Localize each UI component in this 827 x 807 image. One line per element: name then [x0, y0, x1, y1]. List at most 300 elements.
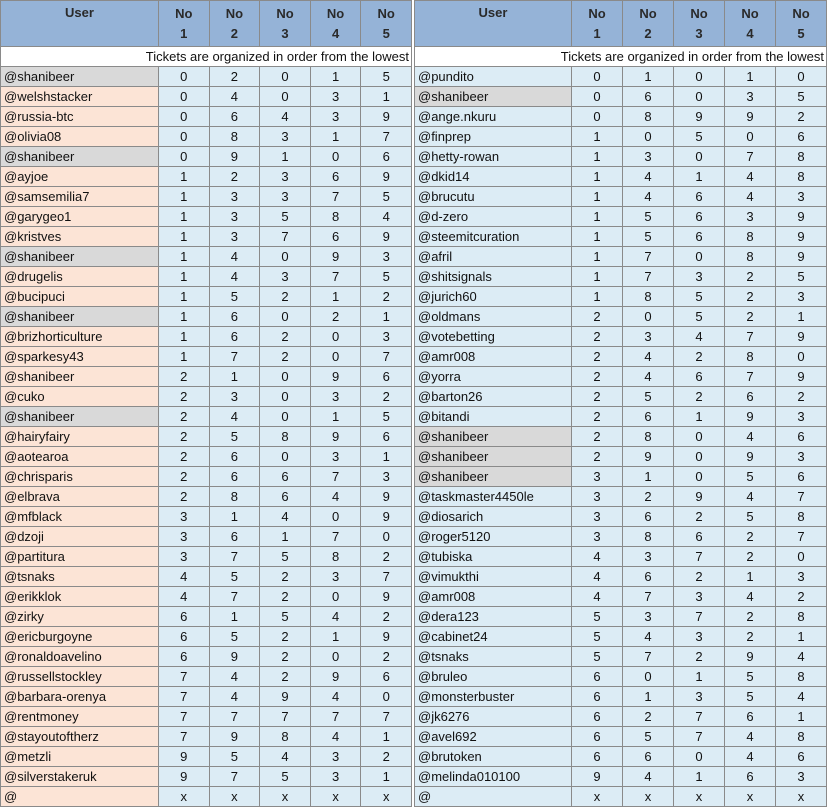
ticket-number-cell: 9: [361, 167, 412, 187]
ticket-number-cell: 4: [725, 427, 776, 447]
table-row: [415, 327, 827, 347]
ticket-number-cell: 2: [623, 707, 674, 727]
table-row: [415, 227, 827, 247]
ticket-number-cell: 3: [725, 87, 776, 107]
number-column-header: [209, 1, 260, 47]
ticket-number-cell: 0: [776, 347, 827, 367]
ticket-number-cell: 1: [159, 327, 210, 347]
ticket-number-cell: 7: [159, 667, 210, 687]
ticket-number-cell: 0: [260, 87, 311, 107]
username-cell: @silverstakeruk: [1, 767, 159, 787]
number-header-index: 1: [593, 25, 601, 41]
ticket-number-cell: 5: [776, 87, 827, 107]
ticket-number-cell: 9: [361, 487, 412, 507]
ticket-number-cell: 6: [674, 207, 725, 227]
ticket-number-cell: 2: [725, 307, 776, 327]
username-cell: @finprep: [415, 127, 572, 147]
ticket-number-cell: 6: [361, 147, 412, 167]
ticket-number-cell: 6: [310, 227, 361, 247]
order-note: Tickets are organized in order from the lowest: [415, 47, 827, 67]
ticket-number-cell: 3: [776, 567, 827, 587]
ticket-number-cell: 3: [310, 87, 361, 107]
ticket-number-cell: 5: [725, 467, 776, 487]
table-row: [1, 427, 412, 447]
ticket-number-cell: 0: [310, 347, 361, 367]
header-row: [1, 1, 412, 47]
table-row: [1, 207, 412, 227]
ticket-number-cell: 2: [260, 627, 311, 647]
ticket-number-cell: 2: [260, 347, 311, 367]
ticket-number-cell: 4: [260, 107, 311, 127]
ticket-number-cell: 6: [209, 527, 260, 547]
username-cell: @tubiska: [415, 547, 572, 567]
username-cell: @barton26: [415, 387, 572, 407]
ticket-number-cell: 6: [776, 747, 827, 767]
ticket-number-cell: 3: [209, 227, 260, 247]
ticket-number-cell: 7: [159, 727, 210, 747]
number-column-header: [310, 1, 361, 47]
ticket-number-cell: 0: [623, 307, 674, 327]
number-header-index: 3: [281, 25, 289, 41]
ticket-number-cell: 0: [674, 467, 725, 487]
ticket-number-cell: 2: [623, 487, 674, 507]
ticket-number-cell: 1: [674, 167, 725, 187]
number-header-label: No: [639, 5, 657, 21]
ticket-number-cell: 4: [159, 567, 210, 587]
ticket-number-cell: 8: [260, 427, 311, 447]
ticket-number-cell: 7: [159, 687, 210, 707]
ticket-number-cell: 4: [674, 327, 725, 347]
ticket-number-cell: 9: [361, 587, 412, 607]
ticket-number-cell: 2: [209, 167, 260, 187]
table-row: [1, 107, 412, 127]
ticket-number-cell: 1: [310, 127, 361, 147]
ticket-number-cell: 3: [361, 467, 412, 487]
ticket-number-cell: 3: [776, 187, 827, 207]
user-column-header: User: [415, 1, 572, 47]
number-header-index: 4: [746, 25, 754, 41]
ticket-number-cell: 4: [623, 187, 674, 207]
ticket-number-cell: 2: [776, 387, 827, 407]
username-cell: @: [415, 787, 572, 807]
username-cell: @jk6276: [415, 707, 572, 727]
number-header-label: No: [175, 5, 193, 21]
table-row: [1, 167, 412, 187]
ticket-number-cell: x: [674, 787, 725, 807]
ticket-number-cell: 9: [310, 427, 361, 447]
ticket-number-cell: 1: [159, 227, 210, 247]
ticket-number-cell: 0: [260, 247, 311, 267]
ticket-number-cell: 6: [623, 567, 674, 587]
username-cell: @tsnaks: [1, 567, 159, 587]
username-cell: @shanibeer: [1, 367, 159, 387]
ticket-number-cell: 0: [725, 127, 776, 147]
table-row: [1, 327, 412, 347]
ticket-number-cell: 6: [159, 607, 210, 627]
ticket-number-cell: 9: [776, 367, 827, 387]
ticket-number-cell: 0: [260, 407, 311, 427]
table-row: [415, 767, 827, 787]
note-row: [1, 47, 412, 67]
ticket-number-cell: 2: [725, 627, 776, 647]
ticket-number-cell: 3: [159, 507, 210, 527]
ticket-number-cell: 1: [572, 207, 623, 227]
ticket-number-cell: 8: [725, 227, 776, 247]
number-header-label: No: [225, 5, 244, 21]
ticket-number-cell: 1: [310, 287, 361, 307]
ticket-number-cell: 5: [674, 127, 725, 147]
username-cell: @barbara-orenya: [1, 687, 159, 707]
ticket-number-cell: 5: [725, 687, 776, 707]
table-row: [1, 407, 412, 427]
ticket-number-cell: 6: [623, 747, 674, 767]
ticket-number-cell: 2: [260, 667, 311, 687]
ticket-number-cell: 1: [572, 227, 623, 247]
ticket-number-cell: 7: [209, 767, 260, 787]
ticket-number-cell: 0: [776, 547, 827, 567]
username-cell: @afril: [415, 247, 572, 267]
ticket-number-cell: 6: [674, 527, 725, 547]
ticket-number-cell: 2: [725, 267, 776, 287]
ticket-number-cell: 5: [623, 227, 674, 247]
ticket-number-cell: 8: [260, 727, 311, 747]
ticket-number-cell: 1: [159, 267, 210, 287]
ticket-number-cell: 4: [623, 767, 674, 787]
ticket-number-cell: 6: [209, 307, 260, 327]
ticket-number-cell: 9: [572, 767, 623, 787]
ticket-number-cell: 5: [572, 647, 623, 667]
table-row: [415, 387, 827, 407]
ticket-number-cell: 1: [572, 167, 623, 187]
ticket-number-cell: 2: [776, 587, 827, 607]
ticket-number-cell: 1: [260, 527, 311, 547]
table-row: [1, 647, 412, 667]
username-cell: @yorra: [415, 367, 572, 387]
ticket-number-cell: 0: [310, 587, 361, 607]
ticket-number-cell: 6: [209, 327, 260, 347]
ticket-number-cell: 2: [361, 647, 412, 667]
ticket-number-cell: 1: [725, 67, 776, 87]
username-cell: @shitsignals: [415, 267, 572, 287]
ticket-number-cell: 3: [623, 327, 674, 347]
ticket-number-cell: 3: [310, 567, 361, 587]
ticket-table-left: [0, 0, 412, 807]
table-row: [1, 727, 412, 747]
ticket-number-cell: 5: [361, 187, 412, 207]
username-cell: @stayoutoftherz: [1, 727, 159, 747]
ticket-number-cell: 3: [674, 687, 725, 707]
ticket-number-cell: 2: [776, 107, 827, 127]
table-row: [415, 67, 827, 87]
ticket-number-cell: 9: [310, 667, 361, 687]
ticket-number-cell: 3: [674, 627, 725, 647]
ticket-number-cell: 4: [310, 727, 361, 747]
ticket-number-cell: 1: [623, 687, 674, 707]
ticket-number-cell: 9: [361, 107, 412, 127]
ticket-number-cell: 4: [209, 407, 260, 427]
ticket-number-cell: 0: [159, 127, 210, 147]
ticket-number-cell: 2: [159, 447, 210, 467]
username-cell: @jurich60: [415, 287, 572, 307]
ticket-number-cell: 0: [159, 67, 210, 87]
ticket-number-cell: 6: [623, 407, 674, 427]
number-column-header: [776, 1, 827, 47]
ticket-number-cell: 7: [623, 247, 674, 267]
note-row: [415, 47, 827, 67]
ticket-number-cell: 4: [572, 547, 623, 567]
ticket-number-cell: 9: [361, 227, 412, 247]
ticket-number-cell: 6: [310, 167, 361, 187]
username-cell: @oldmans: [415, 307, 572, 327]
ticket-number-cell: 6: [159, 627, 210, 647]
username-cell: @partitura: [1, 547, 159, 567]
ticket-number-cell: 2: [674, 387, 725, 407]
ticket-number-cell: 0: [572, 67, 623, 87]
ticket-number-cell: 2: [572, 387, 623, 407]
table-row: [415, 727, 827, 747]
number-header-label: No: [741, 5, 759, 21]
ticket-number-cell: 5: [209, 627, 260, 647]
ticket-number-cell: 5: [260, 207, 311, 227]
ticket-number-cell: 0: [159, 87, 210, 107]
ticket-number-cell: 5: [209, 427, 260, 447]
table-row: [1, 467, 412, 487]
ticket-number-cell: 9: [209, 147, 260, 167]
ticket-number-cell: 9: [725, 107, 776, 127]
ticket-number-cell: 0: [361, 687, 412, 707]
ticket-number-cell: 8: [623, 427, 674, 447]
ticket-number-cell: 3: [776, 447, 827, 467]
number-column-header: [361, 1, 412, 47]
table-row: [1, 607, 412, 627]
ticket-number-cell: 4: [361, 207, 412, 227]
ticket-number-cell: 0: [674, 747, 725, 767]
ticket-number-cell: 3: [310, 107, 361, 127]
user-column-header: User: [1, 1, 159, 47]
ticket-number-cell: 1: [572, 247, 623, 267]
ticket-number-cell: 6: [725, 707, 776, 727]
username-cell: @hairyfairy: [1, 427, 159, 447]
number-header-index: 3: [695, 25, 703, 41]
ticket-number-cell: 1: [725, 567, 776, 587]
ticket-number-cell: 4: [209, 87, 260, 107]
ticket-number-cell: 0: [674, 427, 725, 447]
ticket-number-cell: 1: [572, 287, 623, 307]
ticket-number-cell: 4: [310, 487, 361, 507]
username-cell: @pundito: [415, 67, 572, 87]
ticket-number-cell: 3: [260, 267, 311, 287]
ticket-number-cell: 5: [209, 747, 260, 767]
ticket-number-cell: 1: [209, 367, 260, 387]
ticket-number-cell: 5: [260, 547, 311, 567]
ticket-number-cell: 5: [572, 607, 623, 627]
table-row: [415, 247, 827, 267]
table-row: [1, 687, 412, 707]
ticket-number-cell: 0: [159, 107, 210, 127]
ticket-number-cell: 1: [623, 67, 674, 87]
ticket-number-cell: 5: [623, 207, 674, 227]
ticket-number-cell: 7: [361, 127, 412, 147]
ticket-number-cell: 0: [260, 387, 311, 407]
table-row: [1, 487, 412, 507]
header-row: [415, 1, 827, 47]
number-header-label: No: [588, 5, 606, 21]
username-cell: @olivia08: [1, 127, 159, 147]
ticket-number-cell: 8: [725, 347, 776, 367]
table-row: [1, 267, 412, 287]
ticket-number-cell: 3: [674, 587, 725, 607]
ticket-number-cell: 5: [623, 387, 674, 407]
ticket-number-cell: 2: [159, 407, 210, 427]
number-column-header: [674, 1, 725, 47]
ticket-number-cell: 1: [159, 187, 210, 207]
ticket-number-cell: 0: [260, 447, 311, 467]
number-header-label: No: [276, 5, 294, 21]
ticket-number-cell: 2: [572, 427, 623, 447]
username-cell: @ronaldoavelino: [1, 647, 159, 667]
table-row: [415, 167, 827, 187]
ticket-number-cell: 2: [159, 467, 210, 487]
username-cell: @sparkesy43: [1, 347, 159, 367]
ticket-number-cell: 7: [361, 347, 412, 367]
ticket-number-cell: 2: [159, 487, 210, 507]
ticket-number-cell: 3: [260, 127, 311, 147]
table-row: [1, 127, 412, 147]
number-header-index: 4: [331, 25, 340, 41]
ticket-number-cell: 6: [674, 187, 725, 207]
ticket-number-cell: 3: [310, 767, 361, 787]
ticket-number-cell: 1: [674, 767, 725, 787]
ticket-number-cell: 6: [776, 467, 827, 487]
table-row: [1, 87, 412, 107]
ticket-number-cell: 2: [260, 647, 311, 667]
table-row: [415, 307, 827, 327]
ticket-number-cell: 4: [310, 607, 361, 627]
username-cell: @dkid14: [415, 167, 572, 187]
table-row: [1, 507, 412, 527]
ticket-number-cell: 8: [623, 527, 674, 547]
ticket-number-cell: 3: [159, 527, 210, 547]
ticket-number-cell: 9: [776, 247, 827, 267]
table-row: [415, 667, 827, 687]
ticket-number-cell: 8: [776, 147, 827, 167]
ticket-number-cell: 5: [209, 567, 260, 587]
ticket-number-cell: x: [209, 787, 260, 807]
table-row: [415, 147, 827, 167]
ticket-number-cell: 0: [776, 67, 827, 87]
table-row: [415, 87, 827, 107]
ticket-number-cell: 6: [776, 127, 827, 147]
ticket-number-cell: 3: [361, 247, 412, 267]
ticket-number-cell: 6: [674, 227, 725, 247]
ticket-number-cell: 4: [209, 667, 260, 687]
ticket-number-cell: 1: [776, 307, 827, 327]
username-cell: @elbrava: [1, 487, 159, 507]
username-cell: @ericburgoyne: [1, 627, 159, 647]
ticket-number-cell: 1: [623, 467, 674, 487]
ticket-number-cell: 8: [776, 727, 827, 747]
ticket-number-cell: 7: [725, 327, 776, 347]
ticket-number-cell: 9: [361, 507, 412, 527]
ticket-number-cell: 2: [572, 447, 623, 467]
number-column-header: [725, 1, 776, 47]
ticket-number-cell: 6: [209, 467, 260, 487]
ticket-number-cell: 4: [725, 167, 776, 187]
ticket-number-cell: 1: [361, 767, 412, 787]
ticket-number-cell: 8: [776, 507, 827, 527]
ticket-number-cell: 6: [776, 427, 827, 447]
username-cell: @chrisparis: [1, 467, 159, 487]
username-cell: @brizhorticulture: [1, 327, 159, 347]
ticket-number-cell: 6: [260, 487, 311, 507]
ticket-number-cell: 8: [776, 167, 827, 187]
ticket-table-right: [414, 0, 827, 807]
ticket-number-cell: 1: [209, 607, 260, 627]
number-column-header: [572, 1, 623, 47]
username-cell: @dzoji: [1, 527, 159, 547]
ticket-number-cell: 9: [725, 447, 776, 467]
table-row: [415, 647, 827, 667]
ticket-number-cell: 7: [310, 467, 361, 487]
ticket-number-cell: 2: [361, 747, 412, 767]
ticket-number-cell: 5: [260, 767, 311, 787]
ticket-number-cell: 6: [361, 367, 412, 387]
ticket-number-cell: 6: [572, 687, 623, 707]
ticket-number-cell: 6: [209, 447, 260, 467]
ticket-number-cell: 0: [260, 67, 311, 87]
ticket-number-cell: 6: [725, 767, 776, 787]
ticket-number-cell: 7: [260, 707, 311, 727]
ticket-number-cell: 3: [572, 527, 623, 547]
table-row: [415, 527, 827, 547]
ticket-number-cell: 6: [159, 647, 210, 667]
number-column-header: [159, 1, 210, 47]
ticket-number-cell: 4: [159, 587, 210, 607]
ticket-number-cell: 4: [310, 687, 361, 707]
ticket-number-cell: 0: [674, 147, 725, 167]
ticket-number-cell: 9: [623, 447, 674, 467]
table-row: [415, 107, 827, 127]
ticket-number-cell: 2: [260, 567, 311, 587]
username-cell: @mfblack: [1, 507, 159, 527]
table-row: [1, 187, 412, 207]
ticket-number-cell: 8: [776, 667, 827, 687]
ticket-number-cell: 7: [209, 547, 260, 567]
ticket-number-cell: 1: [159, 287, 210, 307]
username-cell: @shanibeer: [1, 307, 159, 327]
ticket-number-cell: 8: [623, 107, 674, 127]
ticket-number-cell: 1: [260, 147, 311, 167]
ticket-number-cell: 4: [572, 567, 623, 587]
number-header-index: 1: [180, 25, 188, 41]
ticket-number-cell: 6: [572, 707, 623, 727]
ticket-number-cell: 7: [776, 487, 827, 507]
table-row: [415, 507, 827, 527]
table-row: [415, 447, 827, 467]
ticket-number-cell: 6: [361, 667, 412, 687]
ticket-number-cell: 3: [260, 187, 311, 207]
ticket-number-cell: 1: [572, 187, 623, 207]
table-row: [1, 667, 412, 687]
ticket-number-cell: 4: [725, 587, 776, 607]
username-cell: @amr008: [415, 587, 572, 607]
username-cell: @avel692: [415, 727, 572, 747]
ticket-number-cell: 3: [623, 547, 674, 567]
ticket-number-cell: 5: [725, 667, 776, 687]
ticket-number-cell: 2: [159, 387, 210, 407]
table-row: [1, 247, 412, 267]
ticket-number-cell: 9: [725, 647, 776, 667]
